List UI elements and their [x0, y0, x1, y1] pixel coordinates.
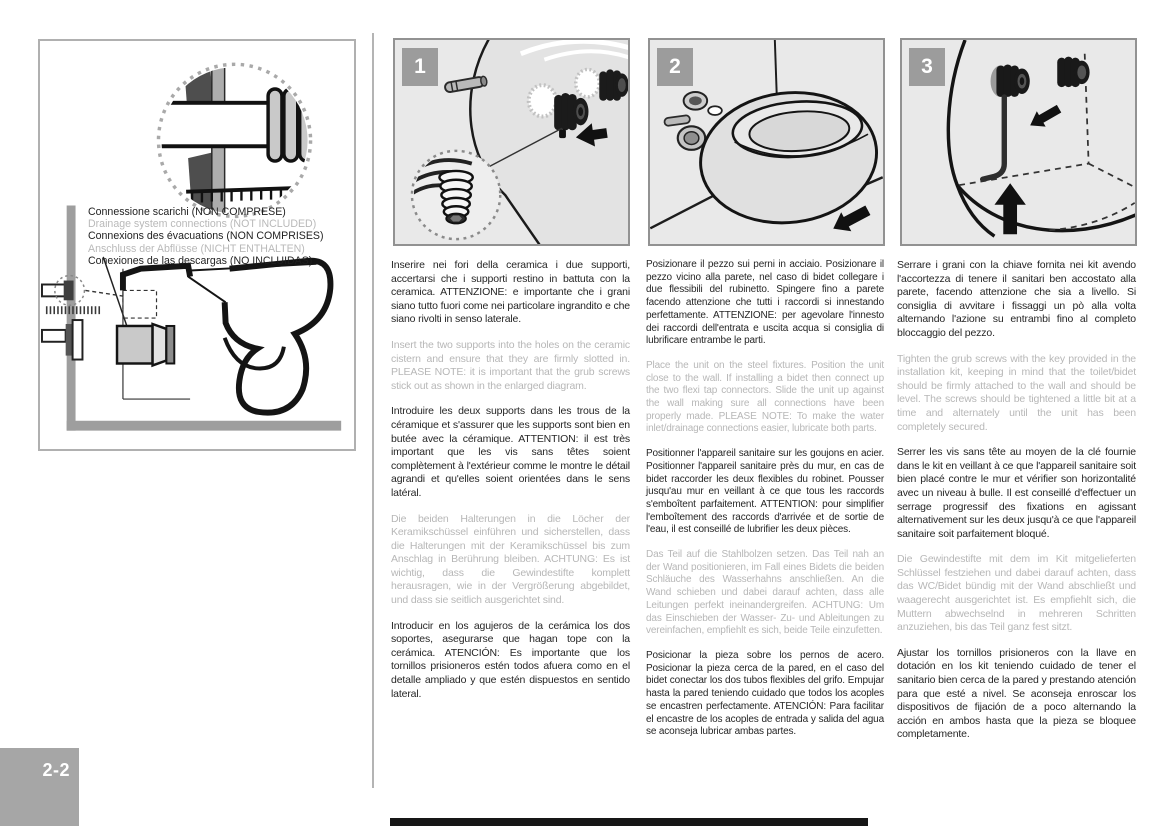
support-grommet [1057, 57, 1089, 87]
step-1-text-es: Introducir en los agujeros de la cerámica los dos soportes, asegurarse que hagan tope con la cerámica. ATENCIÓN: Es importante que los tornillos prisioneros estén todos afuera como en el detalle ampliado y que estén dispuestos en sentido lateral. [391, 619, 630, 700]
legend-label-fr: Connexions des évacuations (NON COMPRISES) [88, 230, 324, 243]
step-1-text-en: Insert the two supports into the holes on the ceramic cistern and ensure that they are firmly slotted in. PLEASE NOTE: it is important that the grub screws stick out as shown in the enlarged diagram. [391, 338, 630, 392]
wall-pipes [42, 276, 125, 360]
bellows-detail-circle [157, 57, 314, 216]
ceramic-edge [948, 40, 994, 236]
grub-screw-tip [559, 129, 566, 138]
step-3-figure [900, 38, 1137, 246]
step-3-text-fr: Serrer les vis sans tête au moyen de la clé fournie dans le kit en veillant à ce que l'appareil sanitaire soit bien placé contre le mur et vérifier son horizontalité avec un niveau à bulle. Il est conseillé d'effectuer un serrage progressif des fixations en agissant alternativement sur les deux jusqu'à ce que l'appareil sanitaire soit parfaitement bloqué. [897, 446, 1136, 540]
step-1-text-fr: Introduire les deux supports dans les trous de la céramique et s'assurer que les supports sont bien en butée avec la céramique. ATTENTION: il est très important que les vis sans têtes soient complètement à l'extérieur comme le montre le détail agrandi et qu'elles soient orientées dans le sens latéral. [391, 405, 630, 499]
binding-bar [390, 818, 868, 826]
step-2-text-en: Place the unit on the steel fixtures. Position the unit close to the wall. If installing a bidet then connect up the two flexi tap connectors. Slide the unit up against the wall making sure all connections have been properly made. PLEASE NOTE: To make the water inlet/drainage connections easier, lubricate both parts. [646, 359, 884, 435]
step-1-number-badge [402, 48, 438, 86]
step-1-number: 1 [414, 55, 426, 78]
step-3-text-de: Die Gewindestifte mit dem im Kit mitgelieferten Schlüssel festziehen und dabei darauf achten, dass das WC/Bidet bündig mit der Wand abschließt und waagerecht ausgerichtet ist. Es empfiehlt sich, die Muttern abwechselnd in mehreren Schritten anzuziehen, bis das Teil ganz fest sitzt. [897, 553, 1136, 634]
step-1-text-it: Inserire nei fori della ceramica i due supporti, accertarsi che i supporti restino in battuta con la ceramica. ATTENZIONE: e importante che i grani siano tutto fuori come nei particolare ingrandito e che siano rivolti in senso laterale. [391, 259, 630, 326]
step-2-number: 2 [669, 55, 681, 78]
step-3-text-it: Serrare i grani con la chiave fornita nei kit avendo l'accortezza di tenere il sanitari ben accostato alla parete, facendo attenzione che sia a livello. Si consiglia di avvitare i fissaggi un pò alla volta alternando l'azione su entrambi fino al completo bloccaggio del pezzo. [897, 259, 1136, 339]
legend-labels [88, 206, 324, 267]
step-2-text-fr: Positionner l'appareil sanitaire sur les goujons en acier. Positionner l'appareil sanitaire près du mur, en cas de bidet raccorder les deux flexibles du robinet. Pousser jusqu'au mur en veillant à ce que tous les raccords s'emboîtent parfaitement. ATTENTION: pour simplifier l'emboîtement des raccords d'arrivée et de sortie de l'eau, il est conseillé de lubrifier les deux pièces. [646, 448, 884, 536]
page-number [0, 748, 79, 826]
step-1-figure [393, 38, 630, 246]
step-2-instructions [646, 259, 884, 751]
step-3-number: 3 [921, 55, 933, 78]
ceramic-bottom-edge [957, 185, 1135, 230]
legend-label-es: Conexiones de las descargas (NO INCLUIDAS) [88, 254, 313, 267]
step-1-instructions [391, 259, 630, 713]
grub-screw-detail [407, 151, 500, 239]
step-2-figure [648, 38, 885, 246]
step-2-text-es: Posicionar la pieza sobre los pernos de acero. Posicionar la pieza cerca de la pared, en el caso del bidet conectar los dos tubos flexibles del grifo. Empujar hasta la pared teniendo cuidado que todos los acoples se encastren perfectamente. ATENCIÓN: Para facilitar el encastre de los acoples de entrada y salida del agua se aconseja lubricar ambas partes. [646, 649, 884, 738]
support-grommet [991, 65, 1030, 97]
floor-section [67, 421, 342, 431]
step-3-text-es: Ajustar los tornillos prisioneros con la llave en dotación en los kit teniendo cuidado de tener el sanitario bien cerca de la pared y prestando atención para que esté a nivel. Se aconseja enroscar los dispositivos de fijación de a poco alternando la acción en ambos hasta que la pieza se bloquee completamente. [897, 646, 1136, 741]
legend-label-en: Drainage system connections (NOT INCLUDED) [88, 218, 317, 231]
fixture-hole [576, 69, 600, 96]
step-3-instructions [897, 259, 1136, 754]
hidden-edge-dashed-lines [959, 54, 1135, 231]
step-2-text-it: Posizionare il pezzo sui perni in acciaio. Posizionare il pezzo vicino alla parete, nel caso di bidet collegare i due flessibili del rubinetto. Spingere fino a parete facendo attenzione che tutti i raccordi si innestando perfettamente. ATTENZIONE: per agevolare l'innesto dei raccordi dell'entrata e uscita acqua si consiglia di lubrificare entrambe le parti. [646, 259, 884, 347]
push-arrow-icon [1026, 101, 1064, 133]
allen-key [983, 97, 1005, 179]
drain-connector [117, 324, 174, 365]
step-2-text-de: Das Teil auf die Stahlbolzen setzen. Das Teil nah an der Wand positionieren, im Fall eines Bidets die beiden Schläuche des Wasserhahns anschließen. An die Wand schieben und dabei darauf achten, dass alle Leitungen perfekt ineinandergreifen. ACHTUNG: Um das Einschieben der Wasser- Zu- und Ableitungen zu vereinfachen, empfiehlt es sich, beide Teile einzufetten. [646, 549, 884, 637]
page-number-label: 2-2 [42, 760, 70, 780]
step-1-text-de: Die beiden Halterungen in die Löcher der Keramikschüssel einführen und sicherstellen, dass die Halterungen mit der Keramikschüssel bis zum Anschlag in Berührung bleiben. ACHTUNG: Es ist wichtig, dass die Gewindestifte komplett herausragen, wie in der Vergrößerung abgebildet, und dass sie seitlich ausgerichtet sind. [391, 512, 630, 607]
support-grommet [599, 69, 628, 100]
step-3-number-badge [909, 48, 945, 86]
legend-box [38, 39, 356, 451]
column-divider [372, 33, 374, 788]
legend-label-de: Anschluss der Abflüsse (NICHT ENTHALTEN) [88, 242, 305, 255]
fixture-hole [529, 85, 556, 116]
legend-label-it: Connessione scarichi (NON COMPRESE) [88, 206, 286, 218]
step-2-number-badge [657, 48, 693, 86]
step-3-text-en: Tighten the grub screws with the key provided in the installation kit, keeping in mind that the toilet/bidet should be firmly attached to the wall and should be level. The screws should be tightened a little bit at a time and alternately until the unit has been completely secured. [897, 352, 1136, 433]
toilet-bowl [693, 83, 883, 233]
wall-section [67, 206, 76, 431]
